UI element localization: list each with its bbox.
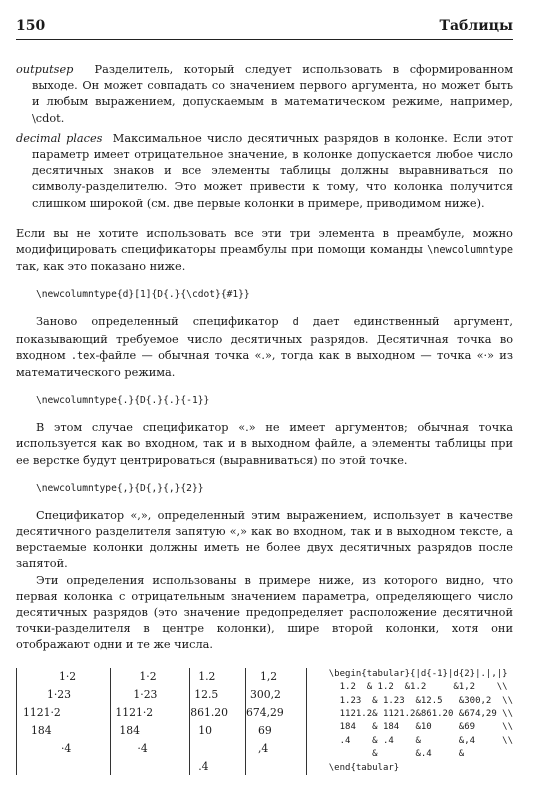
result-table-cell: 12.5 xyxy=(190,686,246,704)
latex-source xyxy=(329,668,513,775)
result-table-cell: 10 xyxy=(190,721,246,739)
result-table-cell: .4 xyxy=(190,757,246,775)
result-table-cell: 184 xyxy=(111,721,190,739)
latex-source-line: \begin{tabular}{|d{-1}|d{2}|.|,|} xyxy=(328,668,508,679)
page xyxy=(16,18,513,775)
result-table-row xyxy=(17,668,307,686)
code-block-dot: \newcolumntype{.}{D{.}{.}{-1}} xyxy=(36,395,210,407)
result-table-cell: 1,2 xyxy=(245,668,306,686)
result-table-cell: 1.2 xyxy=(190,668,246,686)
result-table-cell: 184 xyxy=(17,721,111,739)
result-table-cell: ·4 xyxy=(17,739,111,757)
result-table-cell xyxy=(245,757,306,775)
latex-source-line: .4 & .4 & &,4 \\ xyxy=(328,735,513,746)
result-table-cell: 861.20 xyxy=(190,703,246,721)
definition-term: outputsep xyxy=(16,63,74,76)
paragraph-d-spec: Заново определенный спецификатор d дает единственный аргумент, показывающий требуемое число десятичных разрядов. Десятичная точка во входном .tex-файле — обычная точка «.», тогда как в выходном — точка «·» из математического режима. xyxy=(16,315,514,380)
result-table-cell xyxy=(17,757,111,775)
result-table-cell: 1121·2 xyxy=(111,703,190,721)
result-table-cell: ,4 xyxy=(245,739,306,757)
latex-source-line: 1.2 & 1.2 &1.2 &1,2 \\ xyxy=(328,682,508,693)
paragraph-comma-spec: Спецификатор «,», определенный этим выражением, использует в качестве десятичного разделителя запятую «,» как во входном, так и в выходном тексте, а верстаемые колонки должны иметь не более двух десятичных разрядов после запятой. xyxy=(16,508,513,571)
result-table-cell: 1·2 xyxy=(17,668,111,686)
result-table-cell: 674,29 xyxy=(245,703,306,721)
definition-text: Максимальное число десятичных разрядов в колонке. Если этот параметр имеет отрицательное значение, в колонке допускается любое число десятичных знаков и все элементы таблицы должны выравниваться по символу-разделителю. Это может привести к тому, что колонка получится слишком широкой (см. две первые колонки в примере, приводимом ниже). xyxy=(32,131,513,210)
definition-outputsep xyxy=(16,62,513,127)
definition-term: decimal places xyxy=(16,131,103,145)
result-table-row xyxy=(17,757,307,775)
running-header xyxy=(16,18,513,40)
latex-source-line: 184 & 184 &10 &69 \\ xyxy=(328,722,513,733)
definition-decimal-places xyxy=(16,131,513,212)
example xyxy=(16,668,513,775)
result-table-cell: 1·23 xyxy=(17,686,111,704)
result-table-cell: 1·2 xyxy=(111,668,190,686)
section-title: Таблицы xyxy=(439,18,513,34)
result-table-cell: 1121·2 xyxy=(17,703,111,721)
paragraph-example-intro: Эти определения использованы в примере ниже, из которого видно, что первая колонка с отрицательным значением параметра, определяющего число десятичных разрядов (это значение предопределяет расположение десятичной точки-разделителя в центре колонки), шире второй колонки, хотя они отображают одни и те же числа. xyxy=(16,573,513,652)
result-table xyxy=(16,668,307,775)
result-table-row xyxy=(17,739,307,757)
latex-source-line: 1121.2& 1121.2&861.20 &674,29 \\ xyxy=(328,708,513,719)
result-table-row xyxy=(17,686,307,704)
result-table-row xyxy=(17,721,307,739)
paragraph-dot-spec: В этом случае спецификатор «.» не имеет аргументов; обычная точка используется как во входном, так и в выходном файле, а элементы таблицы при ее верстке будут центрироваться (выравниваться) по этой точке. xyxy=(16,421,513,467)
result-table-cell xyxy=(190,739,246,757)
result-table-cell: 300,2 xyxy=(245,686,306,704)
paragraph-newcolumntype-intro: Если вы не хотите использовать все эти три элемента в преамбуле, можно модифицировать спецификаторы преамбулы при помощи команды \newcolumntype так, как это показано ниже. xyxy=(16,226,513,274)
code-block-comma: \newcolumntype{,}{D{,}{,}{2}} xyxy=(36,482,204,494)
definition-text: Разделитель, который следует использовать в сформированном выходе. Он может совпадать со значением первого аргумента, но может быть и любым выражением, допускаемым в математическом режиме, например, \cdot. xyxy=(32,63,514,125)
code-block-d: \newcolumntype{d}[1]{D{.}{\cdot}{#1}} xyxy=(36,289,250,301)
latex-source-line: 1.23 & 1.23 &12.5 &300,2 \\ xyxy=(328,695,513,706)
page-number: 150 xyxy=(16,18,46,34)
result-table-cell: 69 xyxy=(245,721,306,739)
result-table-cell: ·4 xyxy=(111,739,190,757)
latex-source-line: \end{tabular} xyxy=(328,762,400,773)
latex-source-line: & &.4 & xyxy=(328,749,465,760)
result-table-cell: 1·23 xyxy=(111,686,190,704)
result-table-cell xyxy=(111,757,190,775)
result-table-row xyxy=(17,703,307,721)
